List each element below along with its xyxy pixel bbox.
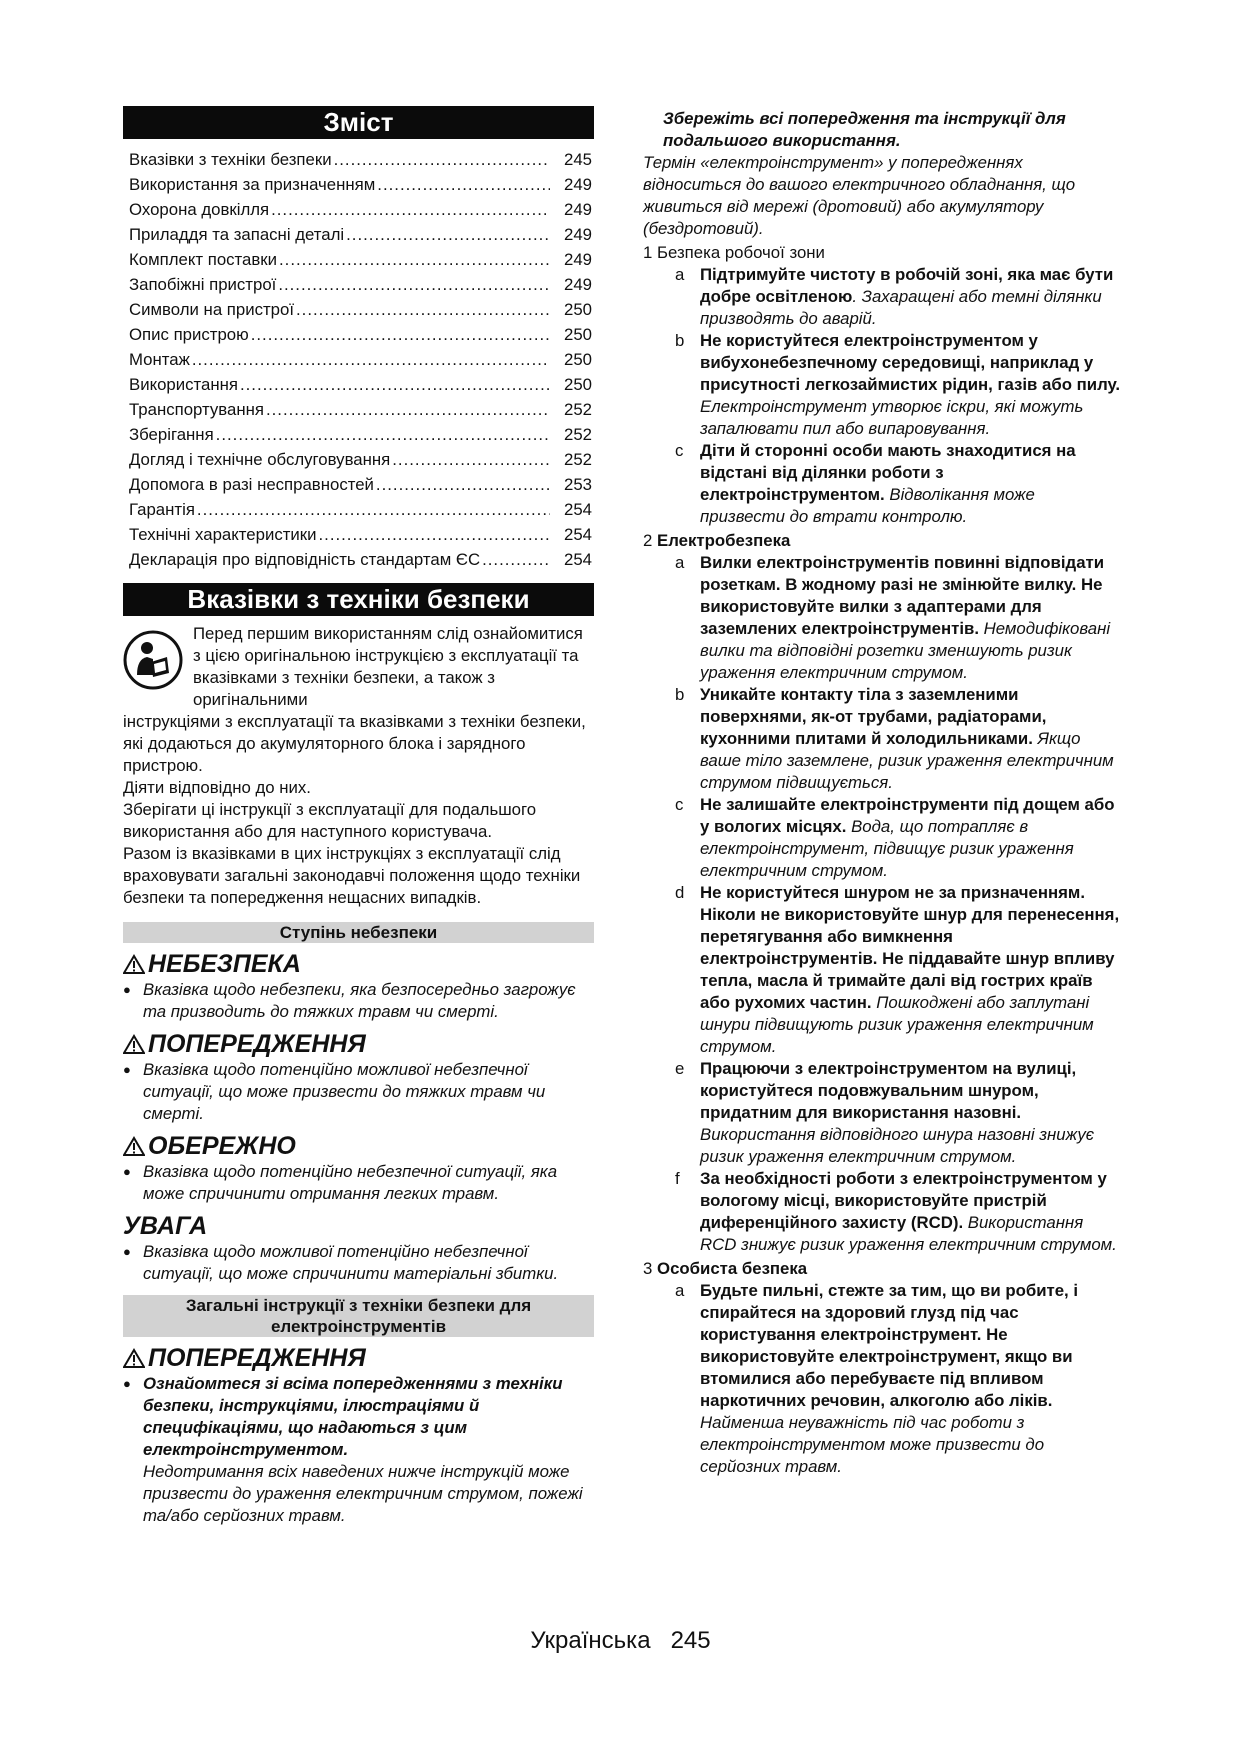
footer-page-number: 245 [670,1627,711,1654]
toc-entry[interactable] [123,522,594,547]
item-letter: e [675,1059,685,1078]
toc-entry-page: 252 [564,400,592,419]
toc-dot-leader [192,347,550,372]
safety-section-title: Вказівки з техніки безпеки [123,583,594,616]
toc-entry-page: 253 [564,475,592,494]
toc-entry-page: 250 [564,325,592,344]
item-bold: Не користуйтеся шнуром не за призначенням. Ніколи не використовуйте шнур для перенесення, перетягування або вимкнення електроінструментів. Не піддавайте шнур впливу тепла, масла й тримайте далі від гострих країв або рухомих частин. [700,883,1120,1012]
toc-entry-label: Символи на пристрої [129,300,295,319]
caution-text: ● Вказівка щодо потенційно небезпечної ситуації, яка може спричинити отримання легких травм. [123,1161,594,1205]
right-column [643,108,1121,1478]
toc-entry-label: Охорона довкілля [129,200,270,219]
item-letter: f [675,1169,680,1188]
item-italic: Відволікання може призвести до втрати контролю. [700,485,1035,526]
toc-entry-label: Декларація про відповідність стандартам ЄС [129,550,481,569]
left-column [123,106,594,1527]
toc-dot-leader [377,172,550,197]
list-item [643,684,1121,794]
toc-entry-page: 254 [564,550,592,569]
toc-entry-page: 249 [564,175,592,194]
toc-entry-label: Догляд і технічне обслуговування [129,450,391,469]
toc-entry-label: Зберігання [129,425,214,444]
intro-text-1: Перед першим використанням слід ознайомитися з цією оригінальною інструкцією з експлуатації та вказівками з техніки безпеки, а також з оригінальними [193,624,583,709]
toc-entry-label: Монтаж [129,350,190,369]
section-title: Безпека робочої зони [657,243,825,262]
toc-entry-page: 252 [564,425,592,444]
toc-dot-leader [279,247,550,272]
general-warning-title: ПОПЕРЕДЖЕННЯ [148,1344,366,1372]
list-item [643,882,1121,1058]
list-item [643,440,1121,528]
notice-text: ● Вказівка щодо можливої потенційно небезпечної ситуації, що може спричинити матеріальні збитки. [123,1241,594,1285]
item-bold: Підтримуйте чистоту в робочій зоні, яка має бути добре освітленою [700,265,1114,306]
toc-entry-page: 249 [564,250,592,269]
toc-dot-leader [216,422,550,447]
warning-title: ПОПЕРЕДЖЕННЯ [148,1030,366,1058]
general-instructions-title: Загальні інструкції з техніки безпеки для електроінструментів [123,1295,594,1337]
toc-dot-leader [376,472,550,497]
warning-triangle-icon [123,1348,145,1368]
warning-text: ● Вказівка щодо потенційно можливої небезпечної ситуації, що може призвести до тяжких травм чи смерті. [123,1059,594,1125]
toc-dot-leader [251,322,550,347]
table-of-contents [123,147,594,572]
warning-triangle-icon [123,954,145,974]
toc-dot-leader [271,197,550,222]
list-item [643,1280,1121,1478]
page-footer [0,1627,1241,1655]
section-title: Особиста безпека [657,1259,808,1278]
section-personal-safety [643,1258,1121,1280]
section-number: 3 [643,1259,653,1278]
toc-entry-page: 254 [564,500,592,519]
item-letter: c [675,795,684,814]
item-italic: . Захаращені або темні ділянки призводять до аварій. [700,287,1102,328]
toc-dot-leader [240,372,550,397]
toc-entry-label: Комплект поставки [129,250,278,269]
toc-entry-label: Запобіжні пристрої [129,275,277,294]
item-italic: Немодифіковані вилки та відповідні розетки зменшують ризик ураження електричним струмом. [700,619,1111,682]
intro-text-4: Зберігати ці інструкції з експлуатації для подальшого використання або для наступного користувача. [123,800,537,841]
toc-dot-leader [278,272,550,297]
item-bold: Не користуйтеся електроінструментом у вибухонебезпечному середовищі, наприклад у присутності легкозаймистих рідин, газів або пилу. [700,331,1121,394]
toc-entry[interactable] [123,247,594,272]
item-letter: c [675,441,684,460]
toc-entry-page: 252 [564,450,592,469]
toc-dot-leader [319,522,551,547]
toc-title: Зміст [123,106,594,139]
toc-entry[interactable] [123,297,594,322]
list-item [643,552,1121,684]
toc-entry-label: Використання за призначенням [129,175,376,194]
item-letter: a [675,265,685,284]
toc-entry[interactable] [123,272,594,297]
intro-text-3: Діяти відповідно до них. [123,778,311,797]
toc-entry-page: 249 [564,275,592,294]
item-bold: За необхідності роботи з електроінструментом у вологому місці, використовуйте пристрій диференційного захисту (RCD). [700,1169,1107,1232]
hazard-levels-title: Ступінь небезпеки [123,922,594,943]
caution-title: ОБЕРЕЖНО [148,1132,296,1160]
toc-entry[interactable] [123,172,594,197]
toc-dot-leader [334,147,550,172]
item-italic: Електроінструмент утворює іскри, які можуть запалювати пил або випаровування. [700,397,1084,438]
toc-dot-leader [392,447,550,472]
general-warning-block [123,1373,594,1527]
toc-entry[interactable] [123,322,594,347]
term-definition: Термін «електроінструмент» у попередженнях відноситься до вашого електричного обладнання, що живиться від мережі (дротовий) або акумулятору (бездротовий). [643,153,1076,238]
toc-entry-page: 250 [564,350,592,369]
notice-heading [123,1211,594,1241]
danger-heading [123,949,594,979]
toc-entry-label: Опис пристрою [129,325,249,344]
toc-entry-label: Вказівки з техніки безпеки [129,150,332,169]
list-item [643,794,1121,882]
toc-entry[interactable] [123,397,594,422]
toc-entry[interactable] [123,372,594,397]
section-number: 1 [643,243,653,262]
item-bold: Діти й сторонні особи мають знаходитися на відстані від ділянки роботи з електроінструментом. [700,441,1076,504]
item-letter: a [675,553,685,572]
toc-entry[interactable] [123,197,594,222]
toc-dot-leader [197,497,550,522]
toc-entry-page: 250 [564,375,592,394]
toc-entry-label: Допомога в разі несправностей [129,475,374,494]
list-item [643,1058,1121,1168]
toc-entry[interactable] [123,147,594,172]
toc-entry-page: 249 [564,225,592,244]
warning-triangle-icon [123,1136,145,1156]
item-italic: Пошкоджені або заплутані шнури підвищують ризик ураження електричним струмом. [700,993,1094,1056]
list-item [643,330,1121,440]
danger-title: НЕБЕЗПЕКА [148,950,301,978]
notice-title: УВАГА [123,1212,208,1240]
list-item [643,1168,1121,1256]
general-warning-bold: ● Ознайомтеся зі всіма попередженнями з техніки безпеки, інструкціями, ілюстраціями й специфікаціями, що надаються з цим електроінструментом. [143,1374,563,1459]
toc-entry[interactable] [123,447,594,472]
item-letter: b [675,685,685,704]
warning-heading [123,1029,594,1059]
item-letter: b [675,331,685,350]
item-bold: Вилки електроінструментів повинні відповідати розеткам. В жодному разі не змінюйте вилку. Не використовуйте вилки з адаптерами для заземлених електроінструментів. [700,553,1105,638]
item-letter: a [675,1281,685,1300]
toc-entry-page: 249 [564,200,592,219]
section-number: 2 [643,531,653,550]
section-title: Електробезпека [657,531,791,550]
item-bold: Уникайте контакту тіла з заземленими поверхнями, як-от трубами, радіаторами, кухонними плитами й холодильниками. [700,685,1047,748]
item-italic: Використання відповідного шнура назовні знижує ризик ураження електричним струмом. [700,1125,1095,1166]
toc-entry[interactable] [123,497,594,522]
warning-triangle-icon [123,1034,145,1054]
toc-entry[interactable] [123,222,594,247]
item-italic: Використання RCD знижує ризик ураження електричним струмом. [700,1213,1117,1254]
toc-dot-leader [266,397,550,422]
item-italic: Найменша неуважність під час роботи з електроінструментом може призвести до серйозних травм. [700,1413,1045,1476]
item-bold: Не залишайте електроінструменти під дощем або у вологих місцях. [700,795,1115,836]
intro-text-5: Разом із вказівками в цих інструкціях з експлуатації слід враховувати загальні законодавчі положення щодо техніки безпеки та попередження нещасних випадків. [123,844,581,907]
item-letter: d [675,883,685,902]
toc-entry[interactable] [123,347,594,372]
toc-entry-label: Гарантія [129,500,195,519]
intro-text-2: інструкціями з експлуатації та вказівками з техніки безпеки, які додаються до акумуляторного блока і зарядного пристрою. [123,712,586,775]
general-warning-heading [123,1343,594,1373]
toc-entry[interactable] [123,472,594,497]
read-manual-icon [123,629,183,691]
toc-dot-leader [482,547,550,572]
section-work-area [643,242,1121,264]
item-bold: Будьте пильні, стежте за тим, що ви робите, і спирайтеся на здоровий глузд під час користування електроінструмент. Не використовуйте електроінструмент, якщо ви втомилися або перебуваєте під впливом наркотичних речовин, алкоголю або ліків. [700,1281,1079,1410]
toc-dot-leader [346,222,550,247]
toc-dot-leader [296,297,550,322]
item-bold: Працюючи з електроінструментом на вулиці, користуйтеся подовжувальним шнуром, придатним для використання назовні. [700,1059,1077,1122]
toc-entry-label: Приладдя та запасні деталі [129,225,345,244]
section-electrical-safety [643,530,1121,552]
footer-language: Українська [530,1627,651,1654]
toc-entry[interactable] [123,547,594,572]
list-item [643,264,1121,330]
toc-entry[interactable] [123,422,594,447]
toc-entry-page: 254 [564,525,592,544]
toc-entry-label: Технічні характеристики [129,525,317,544]
safety-intro [123,623,594,909]
toc-entry-page: 245 [564,150,592,169]
toc-entry-label: Транспортування [129,400,264,419]
general-warning-text: Недотримання всіх наведених нижче інструкцій може призвести до ураження електричним струмом, пожежі та/або серйозних травм. [143,1462,583,1525]
keep-instructions: Збережіть всі попередження та інструкції для подальшого використання. [663,109,1066,150]
item-italic: Якщо ваше тіло заземлене, ризик ураження електричним струмом підвищується. [700,729,1114,792]
toc-entry-page: 250 [564,300,592,319]
toc-entry-label: Використання [129,375,238,394]
danger-text: ● Вказівка щодо небезпеки, яка безпосередньо загрожує та призводить до тяжких травм чи смерті. [123,979,594,1023]
item-italic: Вода, що потрапляє в електроінструмент, підвищує ризик ураження електричним струмом. [700,817,1074,880]
caution-heading [123,1131,594,1161]
